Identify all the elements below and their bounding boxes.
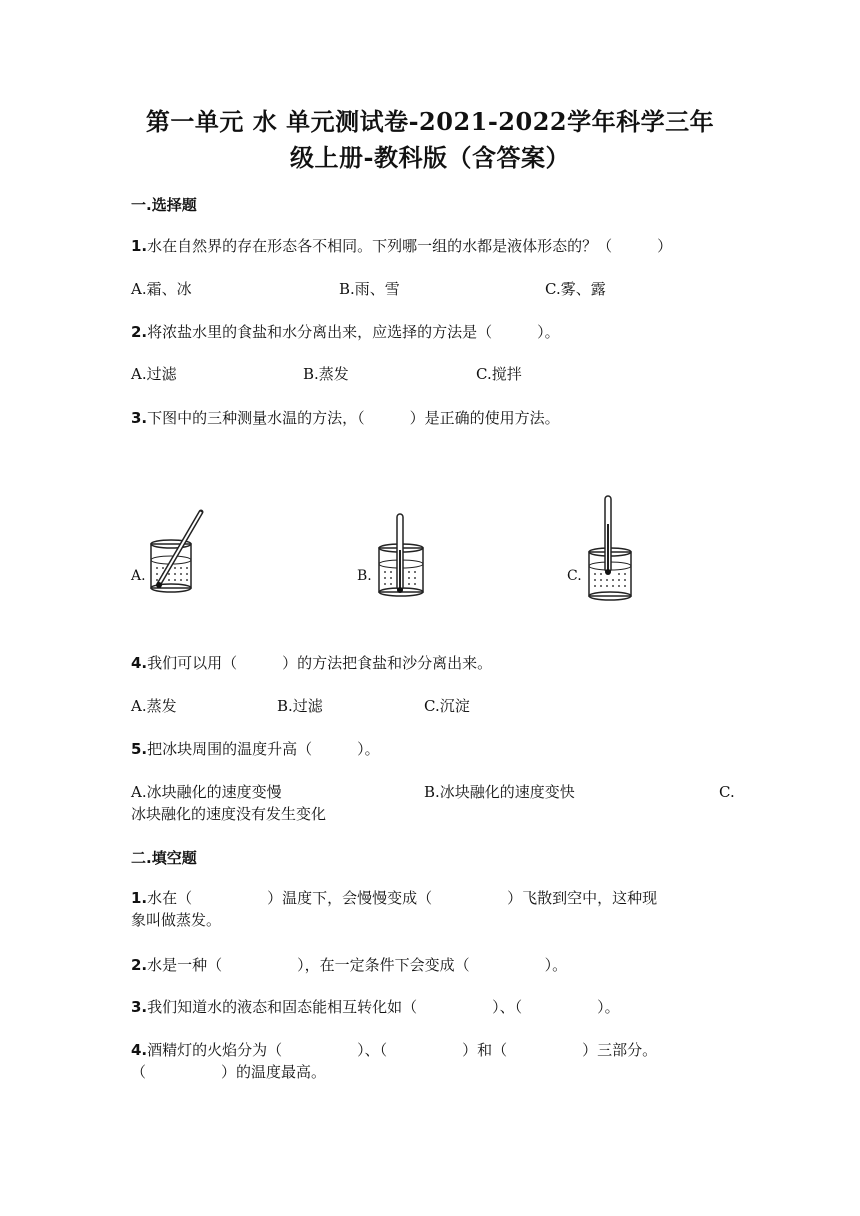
question-2 — [131, 320, 560, 344]
question-number: 4. — [131, 654, 148, 672]
fill-question-4-line-1 — [131, 1038, 657, 1062]
section-heading-fill-blank: 二.填空题 — [131, 849, 197, 867]
question-text: 酒精灯的火焰分为（ ）、（ ）和（ ）三部分。 — [147, 1041, 658, 1059]
option-b: B.冰块融化的速度变快 — [424, 783, 575, 801]
option-b: B.过滤 — [277, 697, 323, 715]
option-a: A.霜、冰 — [131, 280, 192, 298]
question-number: 1. — [131, 237, 148, 255]
question-text: 水在自然界的存在形态各不相同。下列哪一组的水都是液体形态的？（ ） — [147, 237, 673, 255]
option-c: C.沉淀 — [424, 697, 470, 715]
question-text: 将浓盐水里的食盐和水分离出来，应选择的方法是（ ）。 — [147, 323, 560, 341]
figure-label-a: A. — [131, 568, 146, 584]
question-text: 把冰块周围的温度升高（ ）。 — [147, 740, 380, 758]
question-5 — [131, 737, 380, 761]
page-title — [100, 104, 760, 176]
question-number: 1. — [131, 889, 148, 907]
question-number: 2. — [131, 956, 148, 974]
option-c-label: C. — [719, 783, 735, 801]
question-4 — [131, 651, 492, 675]
option-b: B.蒸发 — [303, 365, 349, 383]
option-a: A.冰块融化的速度变慢 — [131, 783, 282, 801]
fill-question-1-line-2: 象叫做蒸发。 — [131, 911, 222, 929]
figure-label-b: B. — [357, 568, 372, 584]
title-line-2: 级上册-教科版（含答案） — [290, 143, 570, 172]
figure-label-c: C. — [567, 568, 582, 584]
question-text: 我们知道水的液态和固态能相互转化如（ ）、（ ）。 — [147, 998, 620, 1016]
question-text: 水是一种（ ），在一定条件下会变成（ ）。 — [147, 956, 568, 974]
question-number: 2. — [131, 323, 148, 341]
option-a: A.过滤 — [131, 365, 177, 383]
question-number: 3. — [131, 998, 148, 1016]
option-c-text: 冰块融化的速度没有发生变化 — [131, 805, 327, 823]
question-number: 3. — [131, 409, 148, 427]
beaker-thermometer-touching-bottom-icon — [375, 510, 435, 600]
section-heading-choice: 一.选择题 — [131, 196, 197, 214]
title-line-1: 第一单元 水 单元测试卷-2021-2022学年科学三年 — [145, 107, 715, 136]
fill-question-4-line-2: （ ）的温度最高。 — [131, 1063, 327, 1081]
option-b: B.雨、雪 — [339, 280, 400, 298]
option-a: A.蒸发 — [131, 697, 177, 715]
question-1 — [131, 234, 672, 258]
fill-question-1-line-1 — [131, 886, 657, 910]
question-text: 我们可以用（ ）的方法把食盐和沙分离出来。 — [147, 654, 493, 672]
fill-question-3 — [131, 995, 620, 1019]
question-text: 水在（ ）温度下，会慢慢变成（ ）飞散到空中，这种现 — [147, 889, 658, 907]
fill-question-2 — [131, 953, 567, 977]
question-number: 5. — [131, 740, 148, 758]
beaker-thermometer-correct-icon — [585, 494, 645, 602]
beaker-thermometer-tilted-icon — [145, 510, 215, 600]
question-text: 下图中的三种测量水温的方法，（ ）是正确的使用方法。 — [147, 409, 560, 427]
question-number: 4. — [131, 1041, 148, 1059]
option-c: C.雾、露 — [545, 280, 606, 298]
option-c: C.搅拌 — [476, 365, 522, 383]
question-3 — [131, 406, 560, 430]
